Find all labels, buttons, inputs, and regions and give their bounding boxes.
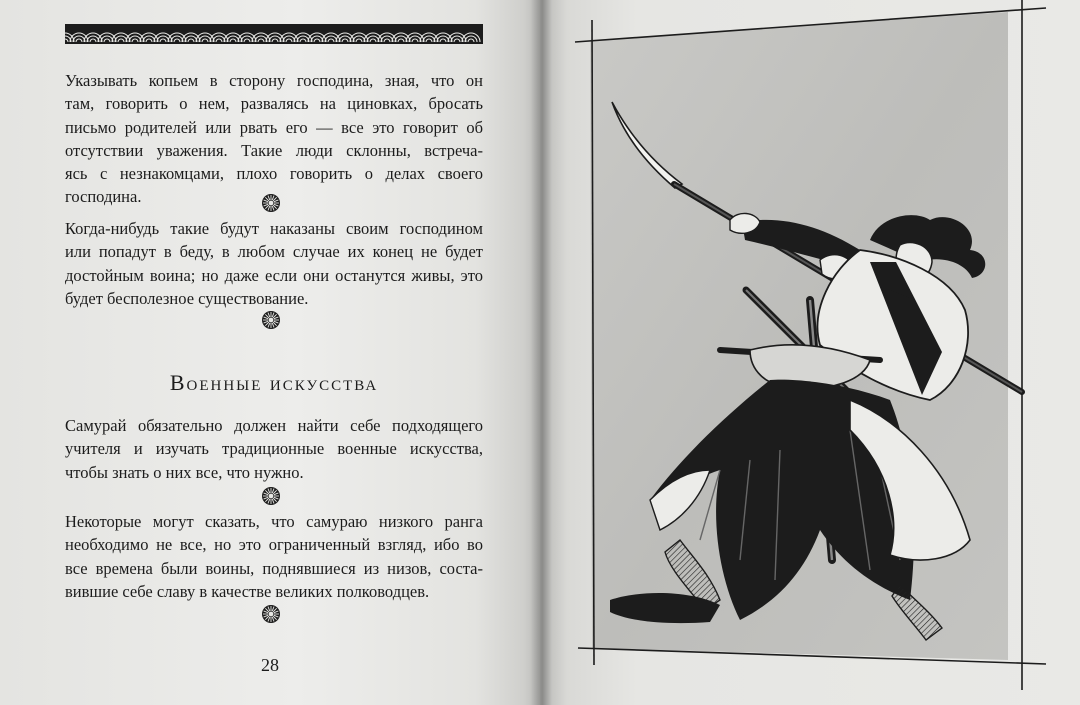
text-line: достойным воина; но даже если они останутся живы, это — [65, 265, 483, 285]
text-line: господина. — [65, 187, 142, 207]
text-line: все времена были воины, поднявшиеся из низов, соста- — [65, 558, 483, 578]
flower-ornament-icon — [261, 604, 281, 624]
paragraph-punishment — [65, 217, 483, 310]
text-line: необходимо не все, но это ограниченный взгляд, ибо во — [65, 535, 483, 555]
samurai-warrior-with-naginata-icon — [570, 0, 1050, 705]
text-line: учителя и изучать традиционные военные искусства, — [65, 439, 483, 459]
text-line: отсутствии уважения. Такие люди склонны, встреча- — [65, 140, 483, 160]
flower-ornament-icon — [261, 310, 281, 330]
flower-center — [269, 494, 274, 499]
text-line: Указывать копьем в сторону господина, зная, что он — [65, 71, 483, 90]
book-spine — [530, 0, 552, 705]
wave-ornament-band — [65, 24, 483, 44]
paragraph-teacher — [65, 414, 483, 484]
text-line: или попадут в беду, в любом случае их конец не будет — [65, 242, 483, 262]
text-line: Самурай обязательно должен найти себе подходящего — [65, 416, 483, 435]
flower-ornament-icon — [261, 193, 281, 213]
paragraph-respect — [65, 69, 483, 209]
flower-center — [269, 201, 274, 206]
text-line: ясь с незнакомцами, плохо говорить о делах своего — [65, 164, 483, 184]
text-line: письмо родителей или рвать его — все это говорит об — [65, 117, 483, 137]
text-line: вившие себе славу в качестве великих полководцев. — [65, 581, 430, 601]
flower-ornament-icon — [261, 486, 281, 506]
text-line: Некоторые могут сказать, что самураю низкого ранга — [65, 512, 483, 531]
text-line: там, говорить о нем, развалясь на циновках, бросать — [65, 94, 483, 114]
text-line: чтобы знать о них все, что нужно. — [65, 462, 304, 482]
flower-center — [269, 612, 274, 617]
section-heading: Военные искусства — [169, 370, 379, 395]
flower-center — [269, 318, 274, 323]
page-number: 28 — [261, 655, 279, 675]
text-line: Когда-нибудь такие будут наказаны своим господином — [65, 219, 483, 238]
text-line: будет бесполезное существование. — [65, 288, 309, 308]
paragraph-rank — [65, 510, 483, 603]
